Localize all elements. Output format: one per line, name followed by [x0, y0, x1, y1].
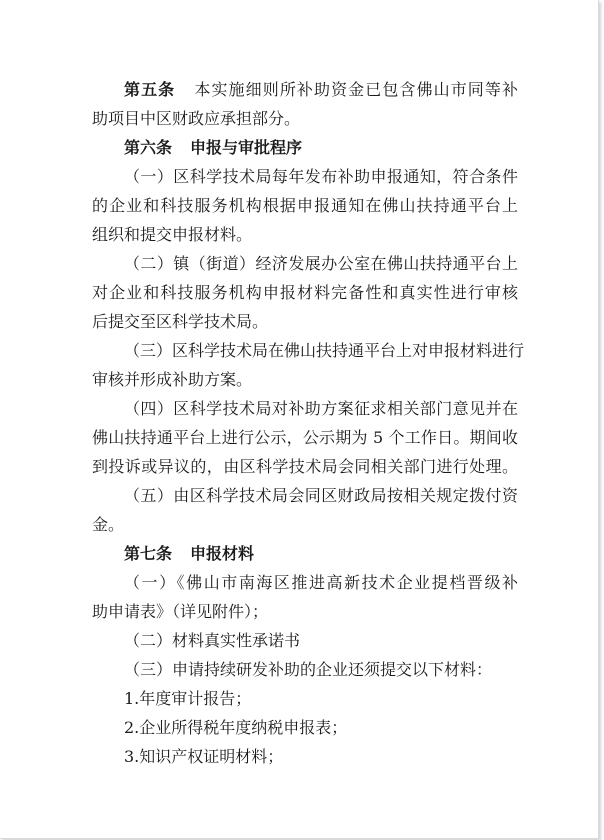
- article-6-item-5-line-1: （五）由区科学技术局会同区财政局按相关规定拨付资: [124, 486, 518, 505]
- article-7-subitem-2: 2.企业所得税年度纳税申报表；: [124, 718, 348, 737]
- article-7-item-1-line-2: 助申请表》（详见附件）；: [92, 602, 269, 621]
- article-6-item-2-line-3: 后提交至区科学技术局。: [92, 312, 269, 331]
- article-6-item-4-line-3: 到投诉或异议的，由区科学技术局会同相关部门进行处理。: [92, 457, 518, 476]
- article-6-title: 申报与审批程序: [190, 138, 303, 157]
- article-7-heading: 第七条: [124, 544, 173, 563]
- article-6-item-3-line-2: 审核并形成补助方案。: [92, 370, 253, 389]
- article-5-line-2: 助项目中区财政应承担部分。: [92, 109, 301, 128]
- article-7-item-2-line-1: （二）材料真实性承诺书: [124, 631, 301, 650]
- article-5-heading: 第五条: [124, 80, 176, 99]
- article-7-heading-line: [124, 544, 254, 564]
- article-6-item-5-line-2: 金。: [92, 515, 125, 534]
- article-6-item-1-line-2: 的企业和科技服务机构根据申报通知在佛山扶持通平台上: [92, 196, 518, 215]
- article-6-item-1-line-3: 组织和提交申报材料。: [92, 225, 253, 244]
- article-7-subitem-1: 1.年度审计报告；: [124, 689, 252, 708]
- article-6-item-4-line-1: （四）区科学技术局对补助方案征求相关部门意见并在: [124, 399, 518, 418]
- article-6-heading-line: [124, 138, 302, 158]
- article-6-heading: 第六条: [124, 138, 173, 157]
- article-5-text-1: 本实施细则所补助资金已包含佛山市同等补: [193, 80, 518, 99]
- article-7-title: 申报材料: [190, 544, 255, 563]
- article-6-item-2-line-2: 对企业和科技服务机构申报材料完备性和真实性进行审核: [92, 283, 518, 302]
- article-6-item-3-line-1: （三）区科学技术局在佛山扶持通平台上对申报材料进行: [124, 341, 525, 360]
- article-6-item-4-line-2: 佛山扶持通平台上进行公示，公示期为 5 个工作日。期间收: [92, 428, 518, 447]
- article-7-item-3-line-1: （三）申请持续研发补助的企业还须提交以下材料：: [124, 660, 493, 679]
- article-6-item-2-line-1: （二）镇（街道）经济发展办公室在佛山扶持通平台上: [124, 254, 518, 273]
- article-7-item-1-line-1: （一）《佛山市南海区推进高新技术企业提档晋级补: [124, 573, 518, 592]
- article-7-subitem-3: 3.知识产权证明材料；: [124, 747, 284, 766]
- article-5-line-1: [92, 80, 518, 100]
- article-6-item-1-line-1: （一）区科学技术局每年发布补助申报通知，符合条件: [124, 167, 518, 186]
